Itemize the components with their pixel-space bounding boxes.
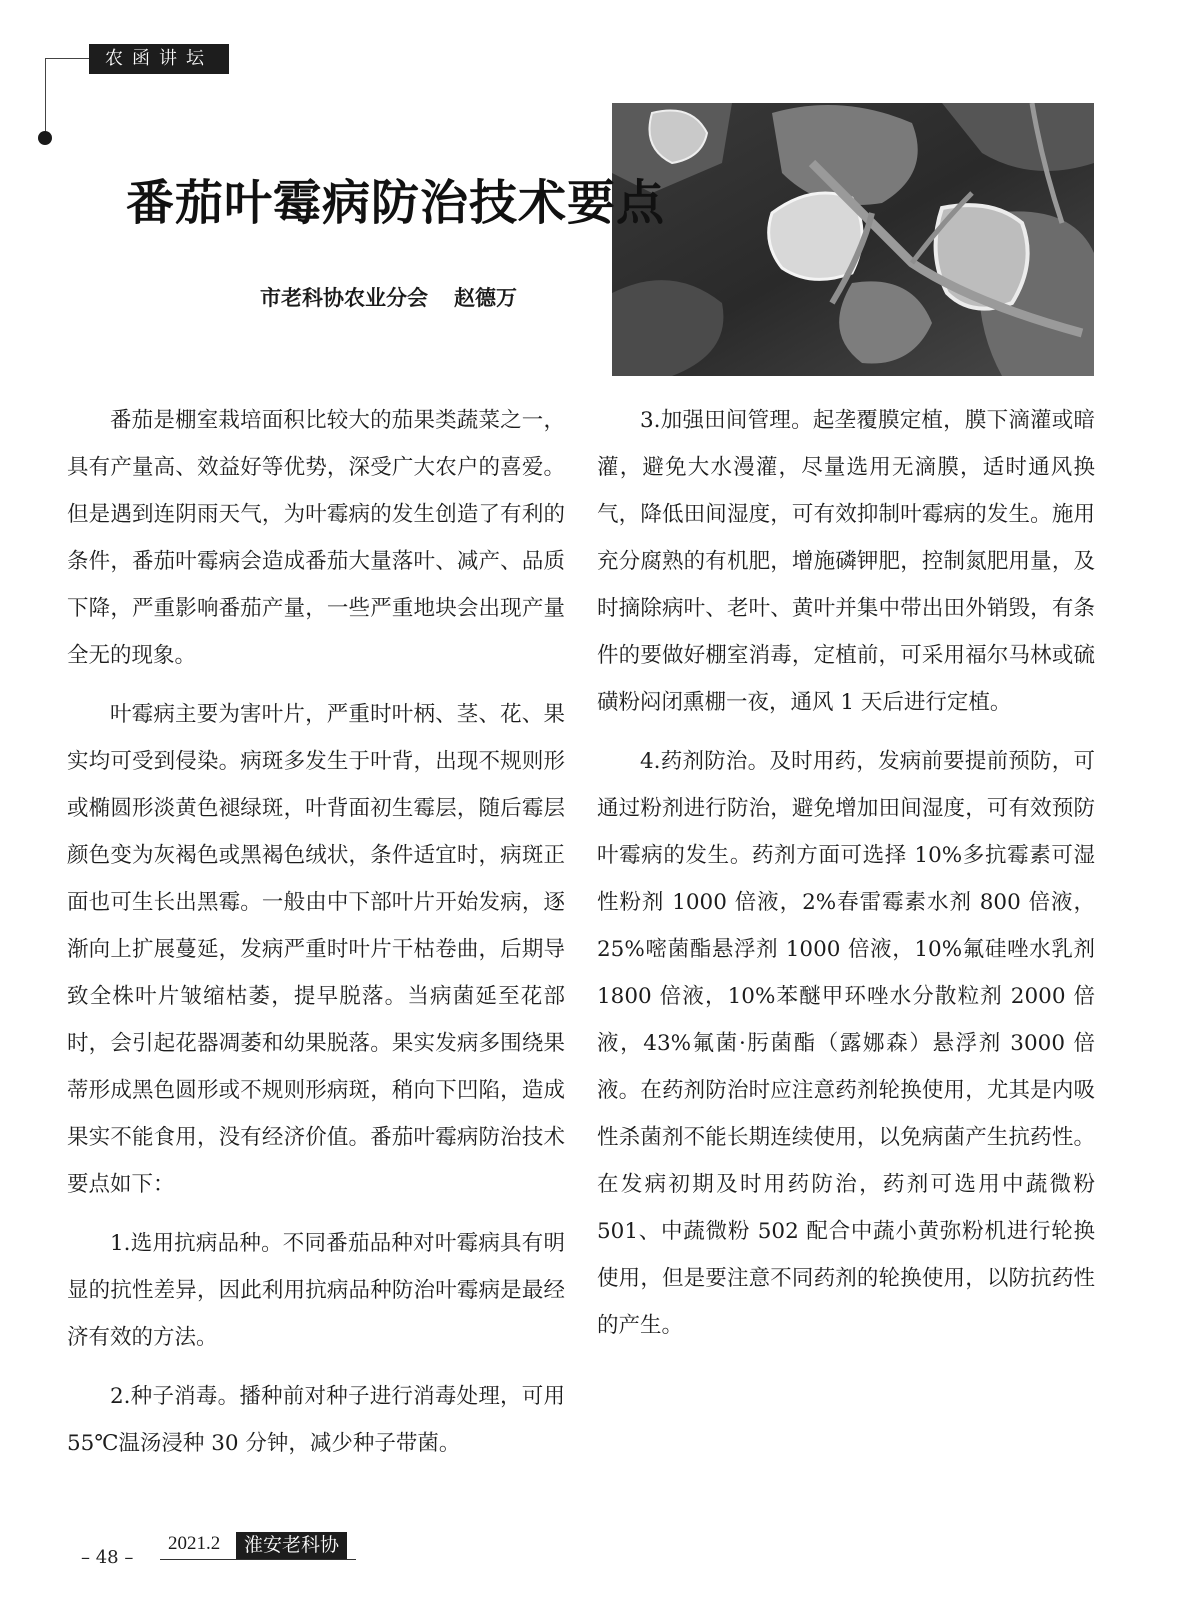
author-affiliation: 市老科协农业分会 xyxy=(260,286,428,310)
article-title: 番茄叶霉病防治技术要点 xyxy=(126,175,666,231)
section-tag: 农函讲坛 xyxy=(89,44,229,74)
paragraph: 2.种子消毒。播种前对种子进行消毒处理，可用 55℃温汤浸种 30 分钟，减少种子带菌。 xyxy=(67,1384,565,1456)
paragraph: 番茄是棚室栽培面积比较大的茄果类蔬菜之一，具有产量高、效益好等优势，深受广大农户的喜爱。但是遇到连阴雨天气，为叶霉病的发生创造了有利的条件，番茄叶霉病会造成番茄大量落叶、减产、品质下降，严重影响番茄产量，一些严重地块会出现产量全无的现象。 xyxy=(67,408,565,668)
paragraph: 3.加强田间管理。起垄覆膜定植，膜下滴灌或暗灌，避免大水漫灌，尽量选用无滴膜，适时通风换气，降低田间湿度，可有效抑制叶霉病的发生。施用充分腐熟的有机肥，增施磷钾肥，控制氮肥用量，及时摘除病叶、老叶、黄叶并集中带出田外销毁，有条件的要做好棚室消毒，定植前，可采用福尔马林或硫磺粉闷闭熏棚一夜，通风 1 天后进行定植。 xyxy=(597,408,1095,715)
article-photo xyxy=(612,103,1094,376)
paragraph: 叶霉病主要为害叶片，严重时叶柄、茎、花、果实均可受到侵染。病斑多发生于叶背，出现不规则形或椭圆形淡黄色褪绿斑，叶背面初生霉层，随后霉层颜色变为灰褐色或黑褐色绒状，条件适宜时，病斑正面也可生长出黑霉。一般由中下部叶片开始发病，逐渐向上扩展蔓延，发病严重时叶片干枯卷曲，后期导致全株叶片皱缩枯萎，提早脱落。当病菌延至花部时，会引起花器凋萎和幼果脱落。果实发病多围绕果蒂形成黑色圆形或不规则形病斑，稍向下凹陷，造成果实不能食用，没有经济价值。番茄叶霉病防治技术要点如下： xyxy=(67,702,565,1197)
header-bracket-line-vertical xyxy=(45,58,46,136)
paragraph: 4.药剂防治。及时用药，发病前要提前预防，可通过粉剂进行防治，避免增加田间湿度，可有效预防叶霉病的发生。药剂方面可选择 10%多抗霉素可湿性粉剂 1000 倍液，2%春雷霉素水剂 800 倍液，25%嘧菌酯悬浮剂 1000 倍液，10%氟硅唑水乳剂 1800 倍液，10%苯醚甲环唑水分散粒剂 2000 倍液，43%氟菌·肟菌酯（露娜森）悬浮剂 3000 倍液。在药剂防治时应注意药剂轮换使用，尤其是内吸性杀菌剂不能长期连续使用，以免病菌产生抗药性。在发病初期及时用药防治，药剂可选用中蔬微粉 501、中蔬微粉 502 配合中蔬小黄弥粉机进行轮换使用，但是要注意不同药剂的轮换使用，以防抗药性的产生。 xyxy=(597,749,1095,1338)
issue-date: 2021.2 xyxy=(168,1533,221,1554)
author-name: 赵德万 xyxy=(454,286,517,310)
paragraph: 1.选用抗病品种。不同番茄品种对叶霉病具有明显的抗性差异，因此利用抗病品种防治叶霉病是最经济有效的方法。 xyxy=(67,1231,565,1350)
header-bracket-line xyxy=(45,58,89,59)
magazine-name: 淮安老科协 xyxy=(236,1532,347,1559)
article-column-right xyxy=(597,397,1095,1361)
leaf-disease-photo xyxy=(612,103,1094,376)
header-bullet-dot xyxy=(38,131,52,145)
article-column-left xyxy=(67,397,565,1479)
page-number: – 48 – xyxy=(81,1547,134,1568)
byline xyxy=(260,282,517,312)
footer-rule xyxy=(160,1559,356,1560)
